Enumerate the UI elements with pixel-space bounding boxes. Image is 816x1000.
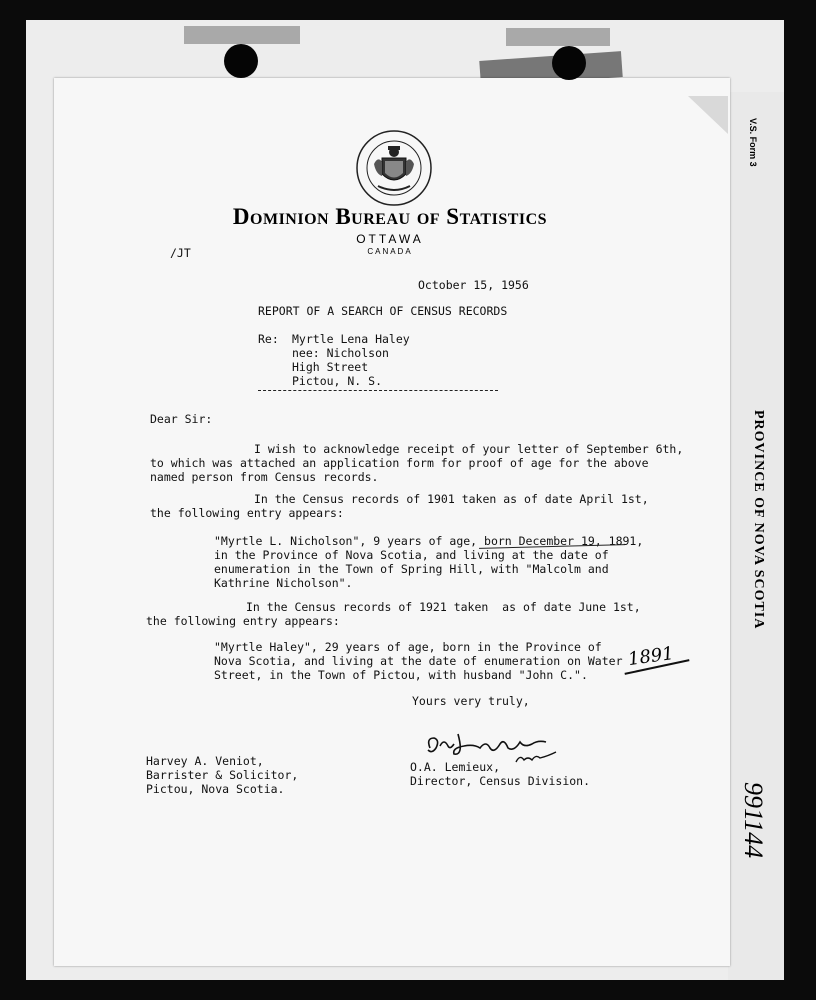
paragraph-line: to which was attached an application form for proof of age for the above (150, 456, 649, 470)
dashed-rule (258, 390, 498, 391)
letterhead (200, 204, 580, 256)
paragraph-line: In the Census records of 1921 taken as of date June 1st, (246, 600, 641, 614)
signer-name: O.A. Lemieux, (410, 760, 501, 774)
folded-corner (688, 96, 728, 134)
letter-subject: REPORT OF A SEARCH OF CENSUS RECORDS (258, 304, 508, 318)
addressee-line: Barrister & Solicitor, (146, 768, 299, 782)
back-sheet-tape (506, 28, 610, 46)
quoted-entry-line: "Myrtle L. Nicholson", 9 years of age, born December 19, 1891, (214, 534, 644, 548)
quoted-entry-line: Kathrine Nicholson". (214, 576, 353, 590)
punch-hole (224, 44, 258, 78)
letter-date: October 15, 1956 (418, 278, 529, 292)
form-number-label: V.S. Form 3 (748, 118, 758, 167)
paragraph-line: I wish to acknowledge receipt of your letter of September 6th, (254, 442, 684, 456)
province-label: PROVINCE OF NOVA SCOTIA (751, 410, 766, 630)
quoted-entry-line: Nova Scotia, and living at the date of enumeration on Water (214, 654, 623, 668)
salutation: Dear Sir: (150, 412, 213, 426)
paragraph-line: the following entry appears: (146, 614, 340, 628)
quoted-entry-line: Street, in the Town of Pictou, with husband "John C.". (214, 668, 588, 682)
punch-hole (552, 46, 586, 80)
quoted-entry-line: in the Province of Nova Scotia, and living at the date of (214, 548, 609, 562)
back-sheet-tape (184, 26, 300, 44)
signer-title: Director, Census Division. (410, 774, 591, 788)
city-name: OTTAWA (356, 232, 424, 246)
closing: Yours very truly, (412, 694, 530, 708)
addressee-line: Pictou, Nova Scotia. (146, 782, 285, 796)
re-line: High Street (292, 360, 369, 374)
paragraph-line: named person from Census records. (150, 470, 379, 484)
organization-name: Dominion Bureau of Statistics (232, 204, 548, 229)
handwritten-year-note: 1891 (626, 642, 676, 671)
re-label: Re: (258, 332, 279, 346)
country-name: CANADA (367, 247, 413, 256)
registration-number: 991144 (739, 782, 768, 859)
re-line: nee: Nicholson (292, 346, 389, 360)
re-line: Myrtle Lena Haley (292, 332, 410, 346)
addressee-line: Harvey A. Veniot, (146, 754, 264, 768)
government-crest-seal (354, 128, 434, 208)
paragraph-line: In the Census records of 1901 taken as of date April 1st, (254, 492, 649, 506)
quoted-entry-line: enumeration in the Town of Spring Hill, with "Malcolm and (214, 562, 609, 576)
reference-initials: /JT (170, 246, 191, 260)
paragraph-line: the following entry appears: (150, 506, 344, 520)
quoted-entry-line: "Myrtle Haley", 29 years of age, born in the Province of (214, 640, 602, 654)
re-line: Pictou, N. S. (292, 374, 383, 388)
